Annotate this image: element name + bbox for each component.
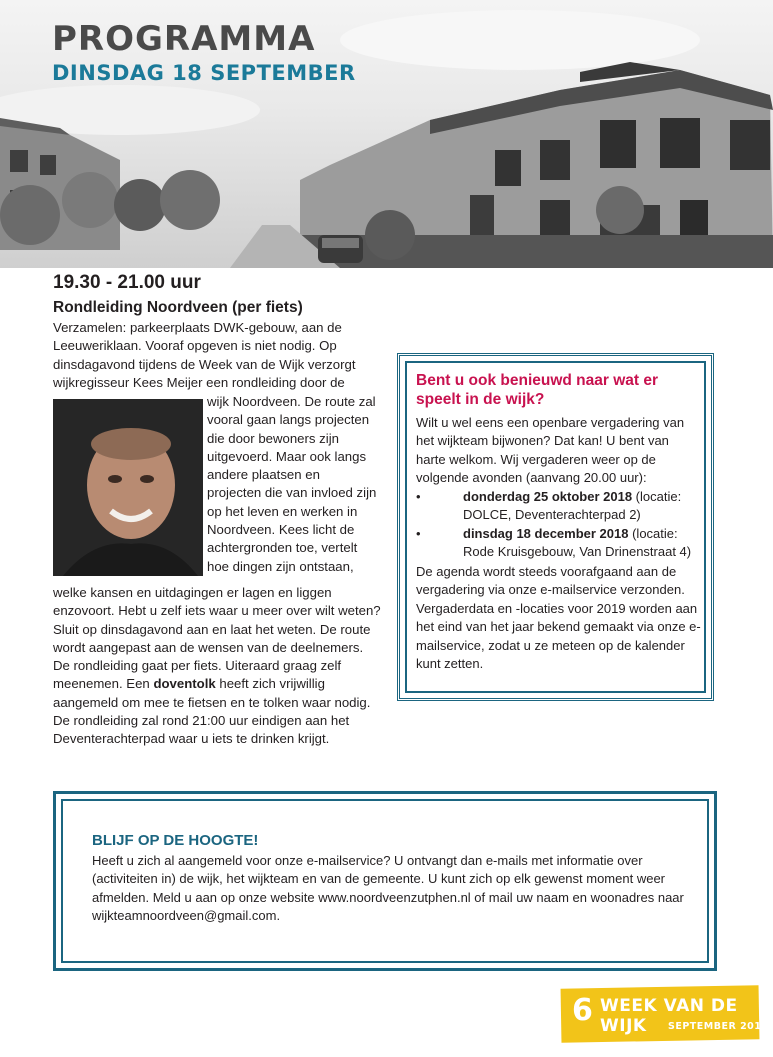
info-box-intro: Wilt u wel eens een openbare vergadering van het wijkteam bijwonen? Dat kan! U bent van harte welkom. Wij vergaderen weer op de volgende avonden (aanvang 20.00 uur): <box>416 415 685 486</box>
bullet-2: • <box>416 526 421 541</box>
page-title: PROGRAMMA <box>52 19 316 59</box>
event-description-bottom <box>53 584 383 749</box>
meeting-date-1-detail: (locatie: DOLCE, Deventerachterpad 2) <box>463 489 682 523</box>
meeting-date-2-date: dinsdag 18 december 2018 <box>463 526 629 541</box>
footer-badge-subtitle: SEPTEMBER 2018 <box>668 1021 769 1032</box>
event-title: Rondleiding Noordveen (per fiets) <box>53 299 303 316</box>
info-box-heading: Bent u ook benieuwd naar wat er speelt in de wijk? <box>416 372 659 408</box>
page-subtitle-date: DINSDAG 18 SEPTEMBER <box>52 61 356 85</box>
footer-badge-title: WEEK VAN DE WIJK <box>600 996 738 1036</box>
meeting-date-2 <box>463 525 703 562</box>
event-description-top: Verzamelen: parkeerplaats DWK-gebouw, aan de Leeuweriklaan. Vooraf opgeven is niet nodig. Op dinsdagavond tijdens de Week van de Wijk verzorgt wijkregisseur Kees Meijer een rondleiding door de <box>53 320 356 390</box>
header-street-photo <box>0 0 773 268</box>
doventolk-bold: doventolk <box>153 676 216 692</box>
info-box-outro: De agenda wordt steeds voorafgaand aan de vergadering via onze e-mailservice verzonden. Vergaderdata en -locaties voor 2019 worden aan het eind van het jaar bekend gemaakt via onze e-mailservice, zodat u ze meteen op de kalender kunt zetten. <box>416 564 701 672</box>
meeting-date-2-detail: (locatie: Rode Kruisgebouw, Van Drinenstraat 4) <box>463 526 692 560</box>
newsletter-text: Heeft u zich al aangemeld voor onze e-mailservice? U ontvangt dan e-mails met informatie over (activiteiten in) de wijk, het wijkteam en van de gemeente. U kunt zich op elk gewenst moment weer afmelden. Meld u aan op onze website www.noordveenzutphen.nl of mail uw naam en woonadres naar wijkteamnoordveen@gmail.com. <box>92 853 684 924</box>
event-time: 19.30 - 21.00 uur <box>53 272 201 293</box>
meeting-date-1-date: donderdag 25 oktober 2018 <box>463 489 633 504</box>
event-description-bottom-part1: welke kansen en uitdagingen er lagen en liggen enzovoort. Hebt u zelf iets waar u meer over wilt weten? Sluit op dinsdagavond aan en laat het weten. De route wordt aangepast aan de wensen van de deelnemers. De rondleiding gaat per fiets. Uiteraard graag zelf meenemen. Een <box>53 585 381 692</box>
newsletter-heading: BLIJF OP DE HOOGTE! <box>92 832 259 849</box>
event-description-bottom-part2: heeft zich vrijwillig aangemeld om mee te fietsen en te tolken waar nodig. De rondleiding zal rond 21:00 uur eindigen aan het Deventerachterpad waar u iets te drinken krijgt. <box>53 676 371 747</box>
portrait-photo <box>53 399 203 576</box>
meeting-date-1 <box>463 488 703 525</box>
bullet-1: • <box>416 489 421 504</box>
event-description-wrap: wijk Noordveen. De route zal vooral gaan langs projecten die door bewoners zijn uitgevoerd. Maar ook langs andere plaatsen en projecten die van invloed zijn op het leven en werken in Noordveen. Kees licht de achtergronden toe, vertelt hoe dingen zijn ontstaan, <box>207 394 377 574</box>
page-number: 6 <box>572 993 593 1028</box>
